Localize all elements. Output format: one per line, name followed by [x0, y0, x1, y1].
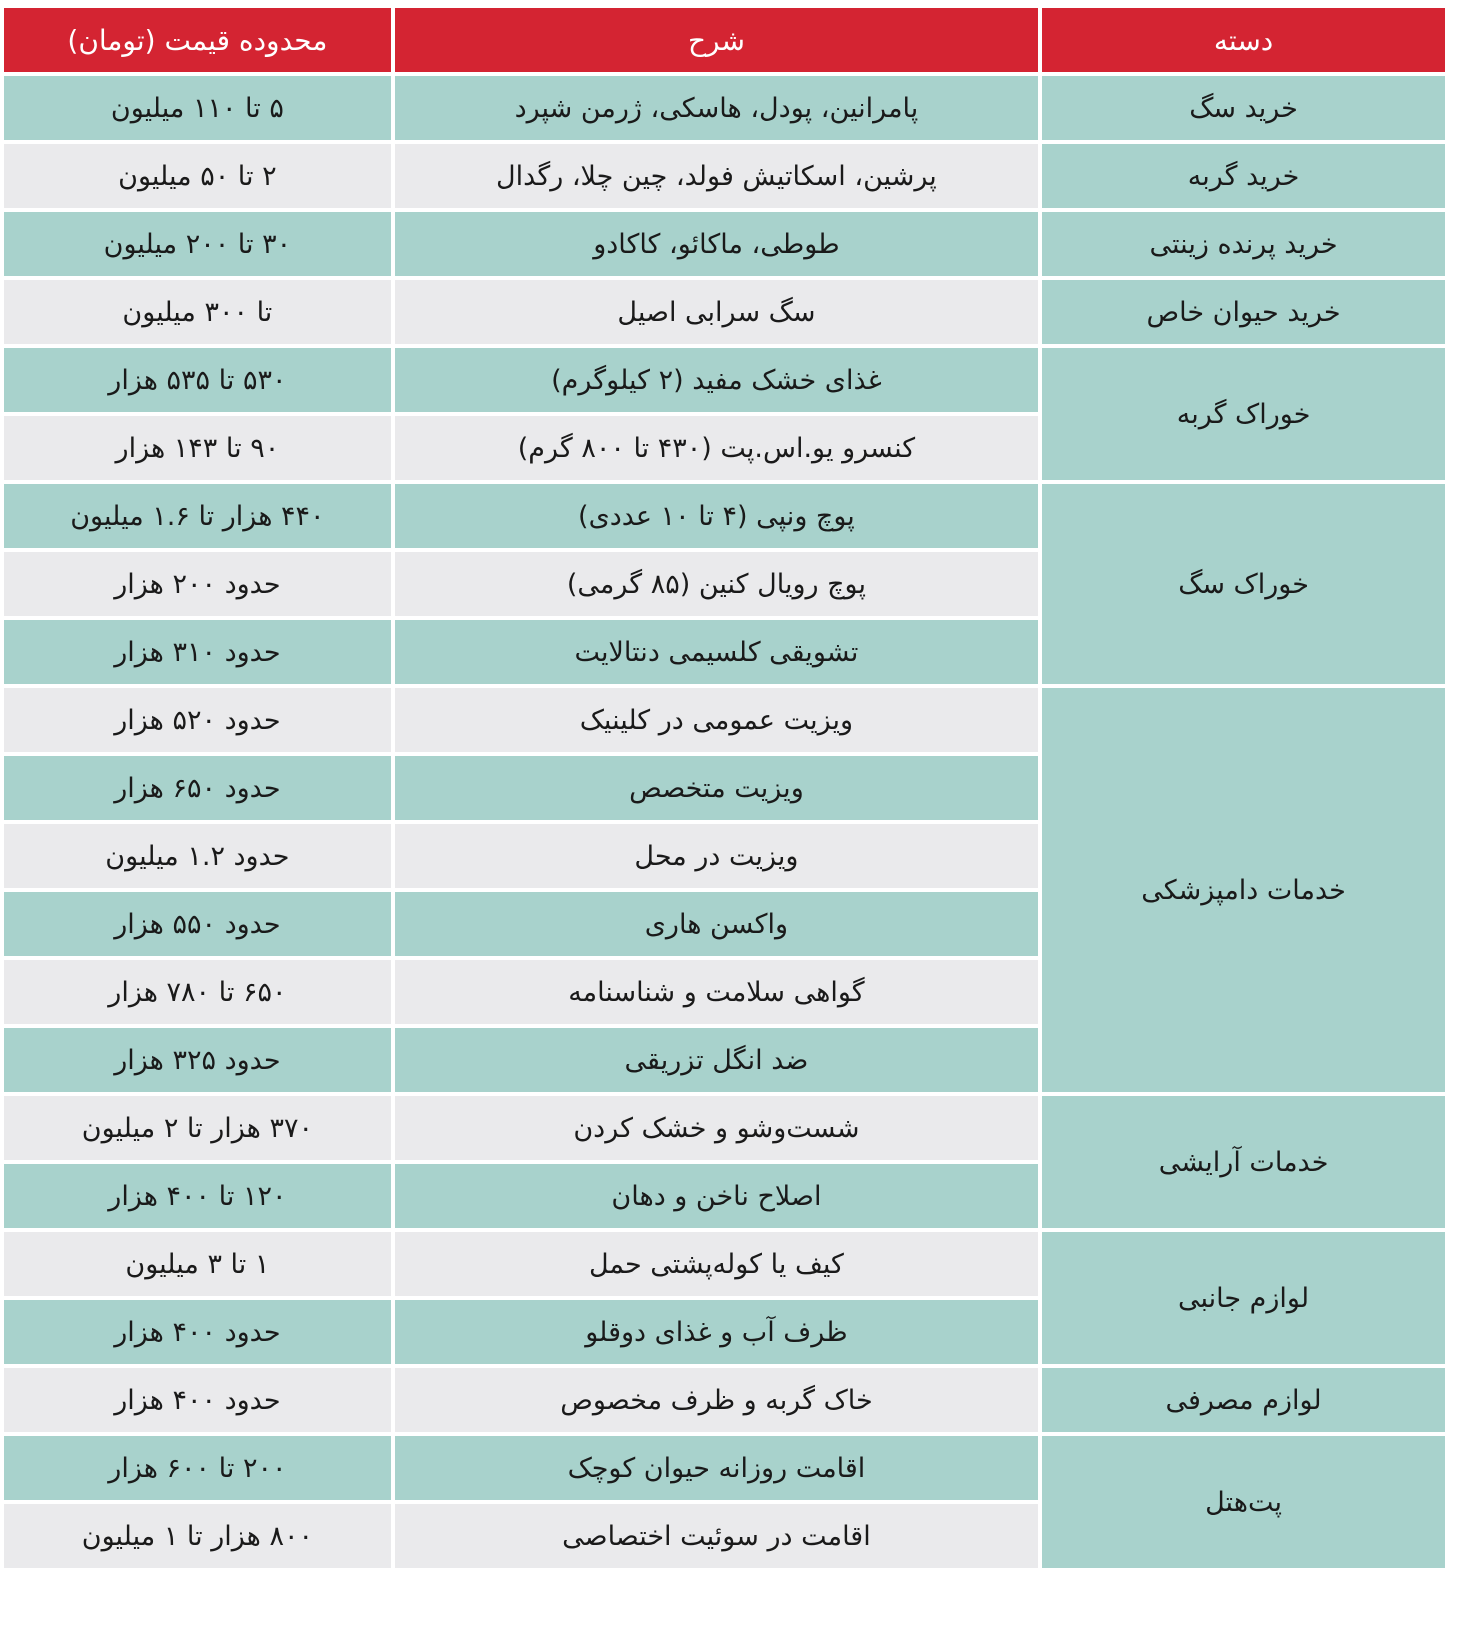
- table-row: [4, 1368, 1445, 1432]
- table-row: [4, 1096, 1445, 1160]
- table-row: [4, 688, 1445, 752]
- description-cell: اقامت در سوئیت اختصاصی: [395, 1504, 1038, 1568]
- description-cell: واکسن هاری: [395, 892, 1038, 956]
- description-cell: شست‌وشو و خشک کردن: [395, 1096, 1038, 1160]
- price-cell: حدود ۴۰۰ هزار: [4, 1368, 391, 1432]
- price-cell: حدود ۱.۲ میلیون: [4, 824, 391, 888]
- table-row: [4, 76, 1445, 140]
- price-cell: حدود ۴۰۰ هزار: [4, 1300, 391, 1364]
- category-cell: پت‌هتل: [1042, 1436, 1445, 1568]
- description-cell: پوچ ونپی (۴ تا ۱۰ عددی): [395, 484, 1038, 548]
- price-cell: ۳۷۰ هزار تا ۲ میلیون: [4, 1096, 391, 1160]
- table-row: [4, 484, 1445, 548]
- price-cell: ۲۰۰ تا ۶۰۰ هزار: [4, 1436, 391, 1500]
- category-cell: خوراک گربه: [1042, 348, 1445, 480]
- description-cell: گواهی سلامت و شناسنامه: [395, 960, 1038, 1024]
- description-cell: پامرانین، پودل، هاسکی، ژرمن شپرد: [395, 76, 1038, 140]
- category-cell: خوراک سگ: [1042, 484, 1445, 684]
- price-cell: حدود ۶۵۰ هزار: [4, 756, 391, 820]
- category-cell: خرید سگ: [1042, 76, 1445, 140]
- header-category: دسته: [1042, 8, 1445, 72]
- price-cell: ۱ تا ۳ میلیون: [4, 1232, 391, 1296]
- price-cell: ۹۰ تا ۱۴۳ هزار: [4, 416, 391, 480]
- header-description: شرح: [395, 8, 1038, 72]
- description-cell: پرشین، اسکاتیش فولد، چین چلا، رگدال: [395, 144, 1038, 208]
- description-cell: اقامت روزانه حیوان کوچک: [395, 1436, 1038, 1500]
- price-cell: ۲ تا ۵۰ میلیون: [4, 144, 391, 208]
- table-row: [4, 348, 1445, 412]
- description-cell: ظرف آب و غذای دوقلو: [395, 1300, 1038, 1364]
- table-row: [4, 1232, 1445, 1296]
- price-cell: تا ۳۰۰ میلیون: [4, 280, 391, 344]
- price-cell: ۳۰ تا ۲۰۰ میلیون: [4, 212, 391, 276]
- description-cell: اصلاح ناخن و دهان: [395, 1164, 1038, 1228]
- category-cell: لوازم جانبی: [1042, 1232, 1445, 1364]
- table-row: [4, 1436, 1445, 1500]
- description-cell: طوطی، ماکائو، کاکادو: [395, 212, 1038, 276]
- price-cell: حدود ۳۱۰ هزار: [4, 620, 391, 684]
- table-body: [4, 76, 1445, 1568]
- description-cell: ضد انگل تزریقی: [395, 1028, 1038, 1092]
- category-cell: خرید حیوان خاص: [1042, 280, 1445, 344]
- header-price: محدوده قیمت (تومان): [4, 8, 391, 72]
- description-cell: کیف یا کوله‌پشتی حمل: [395, 1232, 1038, 1296]
- price-cell: ۶۵۰ تا ۷۸۰ هزار: [4, 960, 391, 1024]
- price-cell: ۵ تا ۱۱۰ میلیون: [4, 76, 391, 140]
- description-cell: ویزیت عمومی در کلینیک: [395, 688, 1038, 752]
- price-cell: ۱۲۰ تا ۴۰۰ هزار: [4, 1164, 391, 1228]
- description-cell: ویزیت متخصص: [395, 756, 1038, 820]
- price-cell: ۴۴۰ هزار تا ۱.۶ میلیون: [4, 484, 391, 548]
- header-row: [4, 8, 1445, 72]
- description-cell: تشویقی کلسیمی دنتالایت: [395, 620, 1038, 684]
- price-cell: حدود ۳۲۵ هزار: [4, 1028, 391, 1092]
- description-cell: کنسرو یو.اس.پت (۴۳۰ تا ۸۰۰ گرم): [395, 416, 1038, 480]
- price-cell: حدود ۵۵۰ هزار: [4, 892, 391, 956]
- description-cell: ویزیت در محل: [395, 824, 1038, 888]
- table-row: [4, 212, 1445, 276]
- description-cell: سگ سرابی اصیل: [395, 280, 1038, 344]
- category-cell: خرید پرنده زینتی: [1042, 212, 1445, 276]
- description-cell: خاک گربه و ظرف مخصوص: [395, 1368, 1038, 1432]
- table-row: [4, 280, 1445, 344]
- price-table: [0, 4, 1449, 1572]
- category-cell: خدمات آرایشی: [1042, 1096, 1445, 1228]
- price-cell: ۸۰۰ هزار تا ۱ میلیون: [4, 1504, 391, 1568]
- price-cell: حدود ۵۲۰ هزار: [4, 688, 391, 752]
- price-cell: ۵۳۰ تا ۵۳۵ هزار: [4, 348, 391, 412]
- description-cell: غذای خشک مفید (۲ کیلوگرم): [395, 348, 1038, 412]
- category-cell: خرید گربه: [1042, 144, 1445, 208]
- table-row: [4, 144, 1445, 208]
- category-cell: خدمات دامپزشکی: [1042, 688, 1445, 1092]
- category-cell: لوازم مصرفی: [1042, 1368, 1445, 1432]
- description-cell: پوچ رویال کنین (۸۵ گرمی): [395, 552, 1038, 616]
- price-cell: حدود ۲۰۰ هزار: [4, 552, 391, 616]
